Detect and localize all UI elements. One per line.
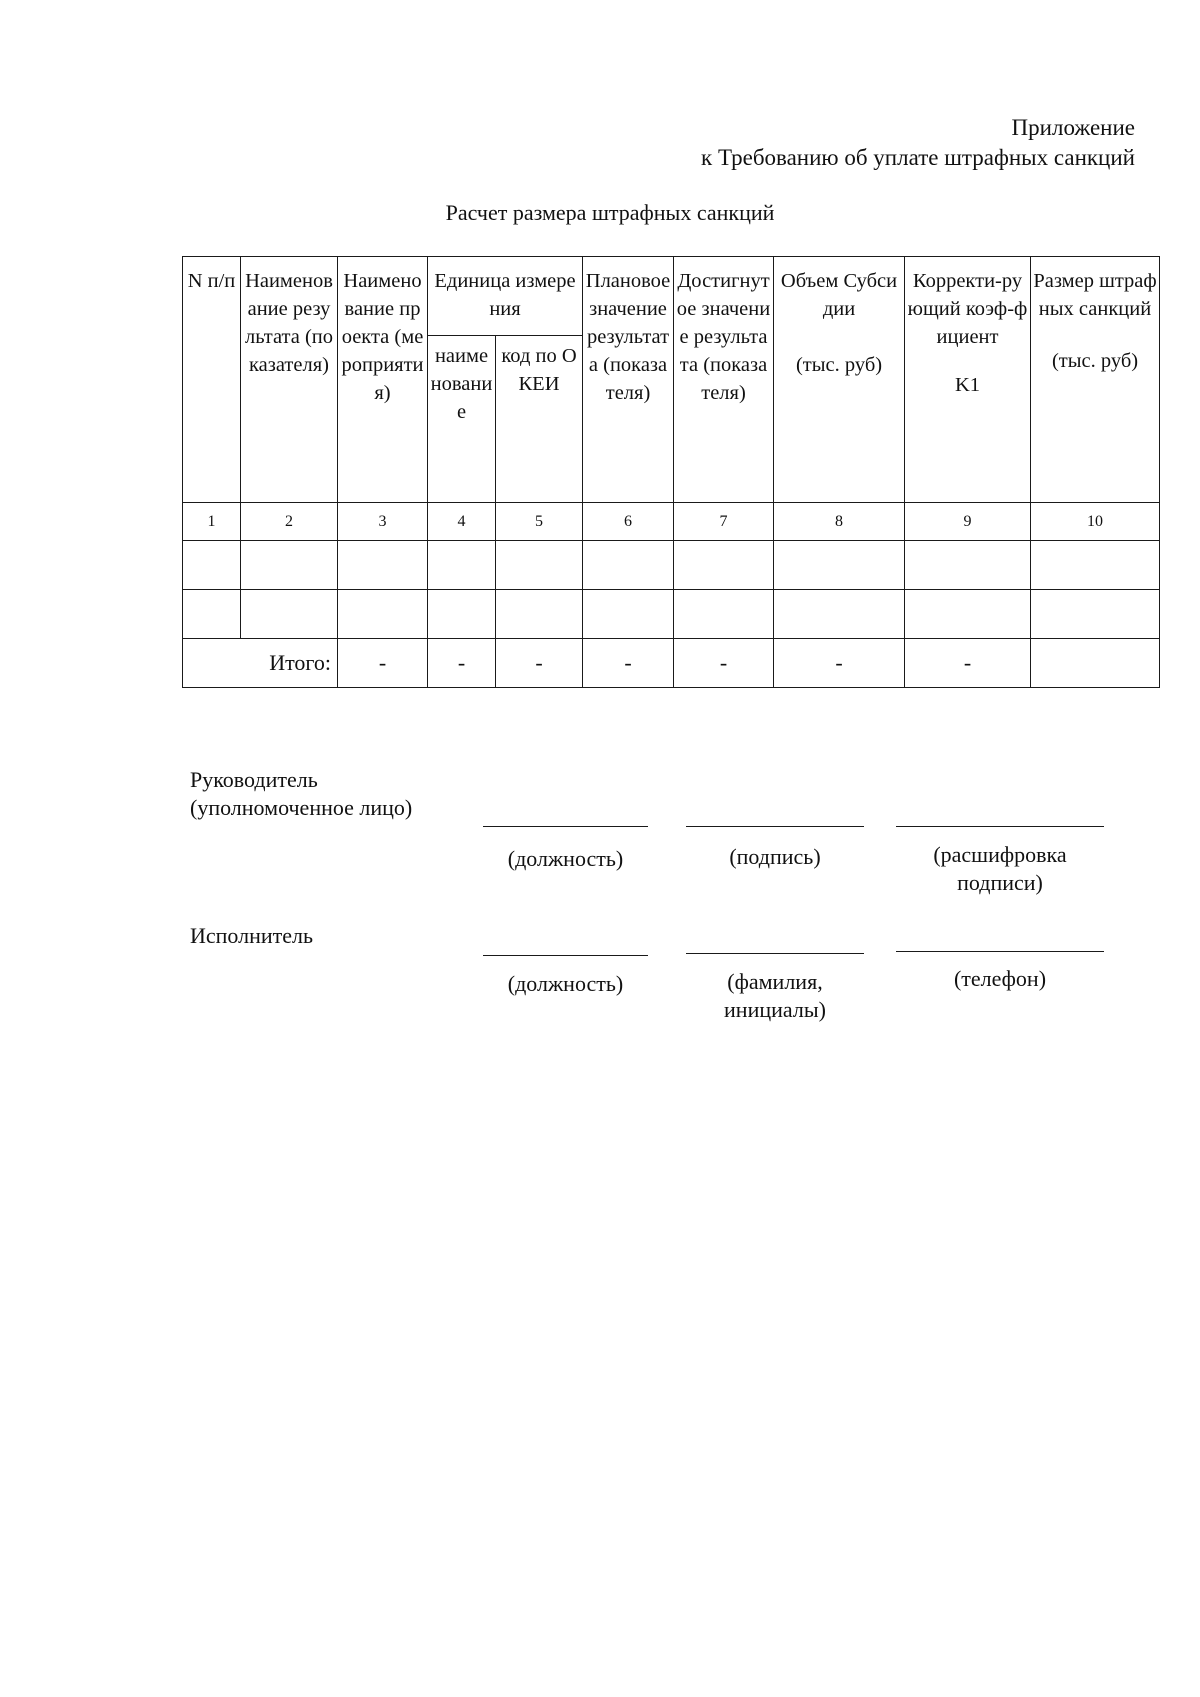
column-number: 6 [583, 503, 674, 541]
table-cell [496, 541, 583, 590]
header-penalty [1031, 257, 1160, 503]
executor-label: Исполнитель [190, 923, 314, 948]
header-subsidy [774, 257, 905, 503]
table-cell [774, 590, 905, 639]
table-cell [241, 590, 338, 639]
header-subsidy-title: Объем Субсидии [780, 270, 898, 320]
total-cell: - [774, 639, 905, 688]
executor-name-caption-line-2: инициалы) [724, 997, 826, 1022]
total-cell: - [674, 639, 774, 688]
table-cell [905, 541, 1031, 590]
table-cell [183, 590, 241, 639]
head-label [190, 766, 412, 822]
head-decoding-caption-line-1: (расшифровка [933, 842, 1067, 867]
total-cell: - [428, 639, 496, 688]
header-penalty-title: Размер штрафных санкций [1033, 270, 1157, 320]
table-cell [241, 541, 338, 590]
header-unit-name: наименование [428, 336, 496, 503]
column-number: 10 [1031, 503, 1160, 541]
header-coefficient [905, 257, 1031, 503]
header-coefficient-symbol: K1 [954, 374, 981, 396]
header-subsidy-unit: (тыс. руб) [795, 354, 883, 376]
penalty-calculation-table [182, 256, 1160, 688]
header-achieved-value: Достигнутое значение результата (показателя) [674, 257, 774, 503]
header-unit: Единица измерения [428, 257, 583, 336]
total-cell: - [338, 639, 428, 688]
head-decoding-caption-line-2: подписи) [957, 870, 1043, 895]
table-row [183, 590, 1160, 639]
header-penalty-unit: (тыс. руб) [1051, 350, 1139, 372]
table-cell [774, 541, 905, 590]
column-number: 8 [774, 503, 905, 541]
table-cell [1031, 541, 1160, 590]
table-cell [905, 590, 1031, 639]
table-cell [583, 590, 674, 639]
header-planned-value: Плановое значение результата (показателя) [583, 257, 674, 503]
head-decoding-caption [896, 841, 1104, 897]
column-number: 3 [338, 503, 428, 541]
table-row [183, 541, 1160, 590]
head-label-line-2: (уполномоченное лицо) [190, 795, 413, 820]
total-cell: - [496, 639, 583, 688]
column-number: 1 [183, 503, 241, 541]
head-signature-caption: (подпись) [729, 844, 821, 869]
header-result-name: Наименование результата (показателя) [241, 257, 338, 503]
column-numbers-row [183, 503, 1160, 541]
executor-name-caption [686, 968, 864, 1024]
head-position-line [483, 826, 648, 827]
executor-position-line [483, 955, 648, 956]
appendix-line-1: Приложение [1011, 115, 1135, 140]
total-row [183, 639, 1160, 688]
column-number: 7 [674, 503, 774, 541]
total-blank-cell [183, 639, 241, 688]
executor-position-caption: (должность) [507, 971, 624, 996]
total-cell: - [905, 639, 1031, 688]
head-label-line-1: Руководитель [190, 767, 318, 792]
table-cell [496, 590, 583, 639]
head-signature-line [686, 826, 864, 827]
head-decoding-line [896, 826, 1104, 827]
column-number: 9 [905, 503, 1031, 541]
head-position-caption: (должность) [507, 846, 624, 871]
table-cell [338, 590, 428, 639]
header-project-name: Наименование проекта (мероприятия) [338, 257, 428, 503]
table-cell [583, 541, 674, 590]
executor-phone-line [896, 951, 1104, 952]
appendix-note [701, 113, 1135, 173]
document-title: Расчет размера штрафных санкций [445, 200, 775, 225]
column-number: 5 [496, 503, 583, 541]
header-row [183, 257, 1160, 336]
total-label: Итого: [241, 639, 338, 688]
table-cell [1031, 590, 1160, 639]
table-cell [338, 541, 428, 590]
executor-name-caption-line-1: (фамилия, [727, 969, 823, 994]
appendix-line-2: к Требованию об уплате штрафных санкций [701, 145, 1135, 170]
table-cell [428, 590, 496, 639]
total-cell: - [583, 639, 674, 688]
table-cell [428, 541, 496, 590]
header-num: N п/п [183, 257, 241, 503]
executor-phone-caption: (телефон) [953, 966, 1047, 991]
total-cell [1031, 639, 1160, 688]
column-number: 2 [241, 503, 338, 541]
table-cell [674, 541, 774, 590]
table-cell [183, 541, 241, 590]
column-number: 4 [428, 503, 496, 541]
header-unit-code: код по ОКЕИ [496, 336, 583, 503]
header-coefficient-title: Корректи-рующий коэф-фициент [907, 270, 1028, 348]
table-cell [674, 590, 774, 639]
executor-name-line [686, 953, 864, 954]
